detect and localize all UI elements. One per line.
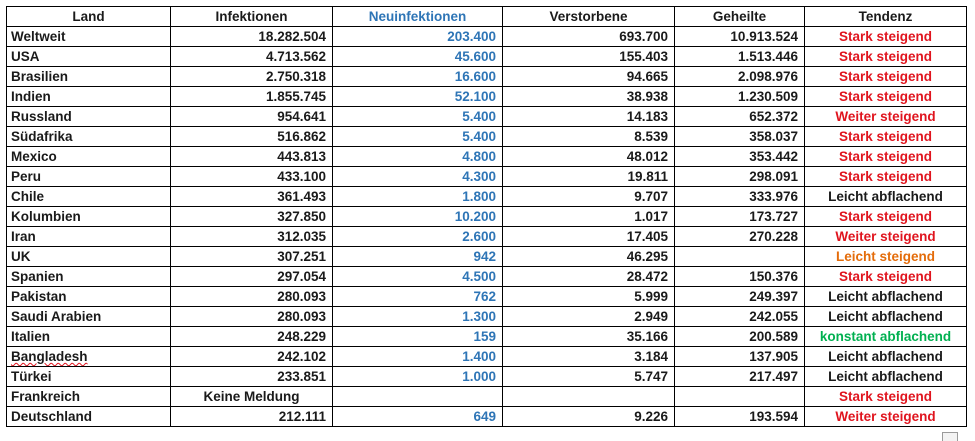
cell-infektionen[interactable]: 312.035: [171, 227, 333, 247]
cell-geheilte[interactable]: 10.913.524: [675, 27, 805, 47]
cell-tendenz[interactable]: Stark steigend: [805, 47, 967, 67]
cell-neuinfektionen[interactable]: 4.300: [333, 167, 503, 187]
cell-neuinfektionen[interactable]: 2.600: [333, 227, 503, 247]
cell-verstorbene[interactable]: 94.665: [503, 67, 675, 87]
cell-geheilte[interactable]: 1.513.446: [675, 47, 805, 67]
cell-infektionen[interactable]: 297.054: [171, 267, 333, 287]
cell-land[interactable]: Mexico: [7, 147, 171, 167]
cell-verstorbene[interactable]: 3.184: [503, 347, 675, 367]
cell-geheilte[interactable]: 358.037: [675, 127, 805, 147]
cell-land[interactable]: Iran: [7, 227, 171, 247]
cell-geheilte[interactable]: 298.091: [675, 167, 805, 187]
cell-geheilte[interactable]: 652.372: [675, 107, 805, 127]
header-infektionen: Infektionen: [171, 7, 333, 27]
cell-geheilte[interactable]: 173.727: [675, 207, 805, 227]
cell-tendenz[interactable]: Stark steigend: [805, 147, 967, 167]
cell-neuinfektionen[interactable]: 52.100: [333, 87, 503, 107]
cell-infektionen[interactable]: 327.850: [171, 207, 333, 227]
cell-neuinfektionen[interactable]: 942: [333, 247, 503, 267]
cell-land[interactable]: Chile: [7, 187, 171, 207]
cell-neuinfektionen[interactable]: 649: [333, 407, 503, 427]
cell-neuinfektionen[interactable]: 4.800: [333, 147, 503, 167]
cell-land[interactable]: Spanien: [7, 267, 171, 287]
cell-land[interactable]: Frankreich: [7, 387, 171, 407]
cell-tendenz[interactable]: Stark steigend: [805, 27, 967, 47]
cell-tendenz[interactable]: Weiter steigend: [805, 227, 967, 247]
cell-infektionen[interactable]: 248.229: [171, 327, 333, 347]
cell-verstorbene[interactable]: 48.012: [503, 147, 675, 167]
cell-verstorbene[interactable]: [503, 387, 675, 407]
table-row: [7, 267, 967, 287]
cell-tendenz[interactable]: Stark steigend: [805, 87, 967, 107]
cell-neuinfektionen[interactable]: 1.000: [333, 367, 503, 387]
header-neuinfektionen: Neuinfektionen: [333, 7, 503, 27]
cell-land[interactable]: Südafrika: [7, 127, 171, 147]
cell-land[interactable]: UK: [7, 247, 171, 267]
table-row: [7, 27, 967, 47]
table-row: [7, 287, 967, 307]
table-row: [7, 147, 967, 167]
cell-tendenz[interactable]: Stark steigend: [805, 207, 967, 227]
cell-infektionen[interactable]: 18.282.504: [171, 27, 333, 47]
cell-geheilte[interactable]: 2.098.976: [675, 67, 805, 87]
cell-verstorbene[interactable]: 8.539: [503, 127, 675, 147]
cell-infektionen[interactable]: 954.641: [171, 107, 333, 127]
table-row: [7, 87, 967, 107]
cell-land[interactable]: Bangladesh: [7, 347, 171, 367]
cell-geheilte[interactable]: [675, 247, 805, 267]
table-row: [7, 307, 967, 327]
cell-tendenz[interactable]: Stark steigend: [805, 387, 967, 407]
cell-land[interactable]: Türkei: [7, 367, 171, 387]
table-row: [7, 187, 967, 207]
cell-infektionen[interactable]: 280.093: [171, 287, 333, 307]
cell-tendenz[interactable]: Stark steigend: [805, 267, 967, 287]
cell-verstorbene[interactable]: 9.707: [503, 187, 675, 207]
cell-verstorbene[interactable]: 46.295: [503, 247, 675, 267]
cell-geheilte[interactable]: 193.594: [675, 407, 805, 427]
cell-verstorbene[interactable]: 17.405: [503, 227, 675, 247]
cell-infektionen[interactable]: 212.111: [171, 407, 333, 427]
cell-infektionen[interactable]: 4.713.562: [171, 47, 333, 67]
cell-land[interactable]: Brasilien: [7, 67, 171, 87]
header-land: Land: [7, 7, 171, 27]
cell-infektionen[interactable]: 361.493: [171, 187, 333, 207]
cell-verstorbene[interactable]: 28.472: [503, 267, 675, 287]
cell-neuinfektionen[interactable]: 45.600: [333, 47, 503, 67]
cell-geheilte[interactable]: 150.376: [675, 267, 805, 287]
cell-neuinfektionen[interactable]: 5.400: [333, 107, 503, 127]
table-row: [7, 127, 967, 147]
cell-land[interactable]: Deutschland: [7, 407, 171, 427]
cell-infektionen[interactable]: 433.100: [171, 167, 333, 187]
cell-tendenz[interactable]: Weiter steigend: [805, 107, 967, 127]
cell-tendenz[interactable]: konstant abflachend: [805, 327, 967, 347]
cell-neuinfektionen[interactable]: 4.500: [333, 267, 503, 287]
cell-infektionen[interactable]: 233.851: [171, 367, 333, 387]
cell-tendenz[interactable]: Stark steigend: [805, 167, 967, 187]
cell-geheilte[interactable]: 137.905: [675, 347, 805, 367]
cell-neuinfektionen[interactable]: 1.400: [333, 347, 503, 367]
header-tendenz: Tendenz: [805, 7, 967, 27]
cell-verstorbene[interactable]: 9.226: [503, 407, 675, 427]
cell-infektionen[interactable]: 516.862: [171, 127, 333, 147]
cell-verstorbene[interactable]: 19.811: [503, 167, 675, 187]
cell-tendenz[interactable]: Leicht abflachend: [805, 367, 967, 387]
cell-verstorbene[interactable]: 5.747: [503, 367, 675, 387]
cell-land[interactable]: USA: [7, 47, 171, 67]
cell-land[interactable]: Weltweit: [7, 27, 171, 47]
cell-verstorbene[interactable]: 5.999: [503, 287, 675, 307]
cell-geheilte[interactable]: 200.589: [675, 327, 805, 347]
table-row: [7, 367, 967, 387]
cell-land[interactable]: Indien: [7, 87, 171, 107]
table-row: [7, 407, 967, 427]
cell-geheilte[interactable]: 1.230.509: [675, 87, 805, 107]
cell-land[interactable]: Peru: [7, 167, 171, 187]
cell-infektionen[interactable]: 2.750.318: [171, 67, 333, 87]
cell-neuinfektionen[interactable]: 10.200: [333, 207, 503, 227]
cell-neuinfektionen[interactable]: 159: [333, 327, 503, 347]
table-row: [7, 387, 967, 407]
cell-infektionen[interactable]: 280.093: [171, 307, 333, 327]
cell-neuinfektionen[interactable]: 16.600: [333, 67, 503, 87]
cell-infektionen[interactable]: 307.251: [171, 247, 333, 267]
cell-tendenz[interactable]: Stark steigend: [805, 127, 967, 147]
cell-land[interactable]: Saudi Arabien: [7, 307, 171, 327]
table-row: [7, 67, 967, 87]
table-row: [7, 167, 967, 187]
cell-land[interactable]: Kolumbien: [7, 207, 171, 227]
cell-tendenz[interactable]: Leicht abflachend: [805, 187, 967, 207]
header-row: [7, 7, 967, 27]
cell-tendenz[interactable]: Stark steigend: [805, 67, 967, 87]
cell-land[interactable]: Pakistan: [7, 287, 171, 307]
cell-geheilte[interactable]: 333.976: [675, 187, 805, 207]
corona-table: [6, 6, 967, 427]
table-row: [7, 227, 967, 247]
cell-geheilte[interactable]: 270.228: [675, 227, 805, 247]
cell-infektionen[interactable]: 1.855.745: [171, 87, 333, 107]
cell-tendenz[interactable]: Weiter steigend: [805, 407, 967, 427]
cell-verstorbene[interactable]: 14.183: [503, 107, 675, 127]
cell-neuinfektionen[interactable]: 1.300: [333, 307, 503, 327]
cell-geheilte[interactable]: 249.397: [675, 287, 805, 307]
cell-neuinfektionen[interactable]: 762: [333, 287, 503, 307]
cell-neuinfektionen[interactable]: 1.800: [333, 187, 503, 207]
cell-neuinfektionen[interactable]: 203.400: [333, 27, 503, 47]
cell-neuinfektionen[interactable]: 5.400: [333, 127, 503, 147]
cell-verstorbene[interactable]: 1.017: [503, 207, 675, 227]
table-row: [7, 107, 967, 127]
cell-infektionen[interactable]: 443.813: [171, 147, 333, 167]
header-geheilte: Geheilte: [675, 7, 805, 27]
cell-geheilte[interactable]: 217.497: [675, 367, 805, 387]
table-row: [7, 247, 967, 267]
paste-options-icon[interactable]: [942, 432, 958, 441]
cell-neuinfektionen[interactable]: [333, 387, 503, 407]
cell-verstorbene[interactable]: 35.166: [503, 327, 675, 347]
cell-infektionen[interactable]: Keine Meldung: [171, 387, 333, 407]
cell-tendenz[interactable]: Leicht steigend: [805, 247, 967, 267]
cell-infektionen[interactable]: 242.102: [171, 347, 333, 367]
cell-tendenz[interactable]: Leicht abflachend: [805, 287, 967, 307]
table-row: [7, 327, 967, 347]
cell-verstorbene[interactable]: 693.700: [503, 27, 675, 47]
cell-verstorbene[interactable]: 155.403: [503, 47, 675, 67]
cell-geheilte[interactable]: 242.055: [675, 307, 805, 327]
cell-verstorbene[interactable]: 2.949: [503, 307, 675, 327]
cell-verstorbene[interactable]: 38.938: [503, 87, 675, 107]
table-row: [7, 347, 967, 367]
cell-geheilte[interactable]: 353.442: [675, 147, 805, 167]
cell-land[interactable]: Russland: [7, 107, 171, 127]
cell-tendenz[interactable]: Leicht abflachend: [805, 347, 967, 367]
cell-tendenz[interactable]: Leicht abflachend: [805, 307, 967, 327]
table-row: [7, 207, 967, 227]
header-verstorbene: Verstorbene: [503, 7, 675, 27]
cell-land[interactable]: Italien: [7, 327, 171, 347]
table-row: [7, 47, 967, 67]
cell-geheilte[interactable]: [675, 387, 805, 407]
